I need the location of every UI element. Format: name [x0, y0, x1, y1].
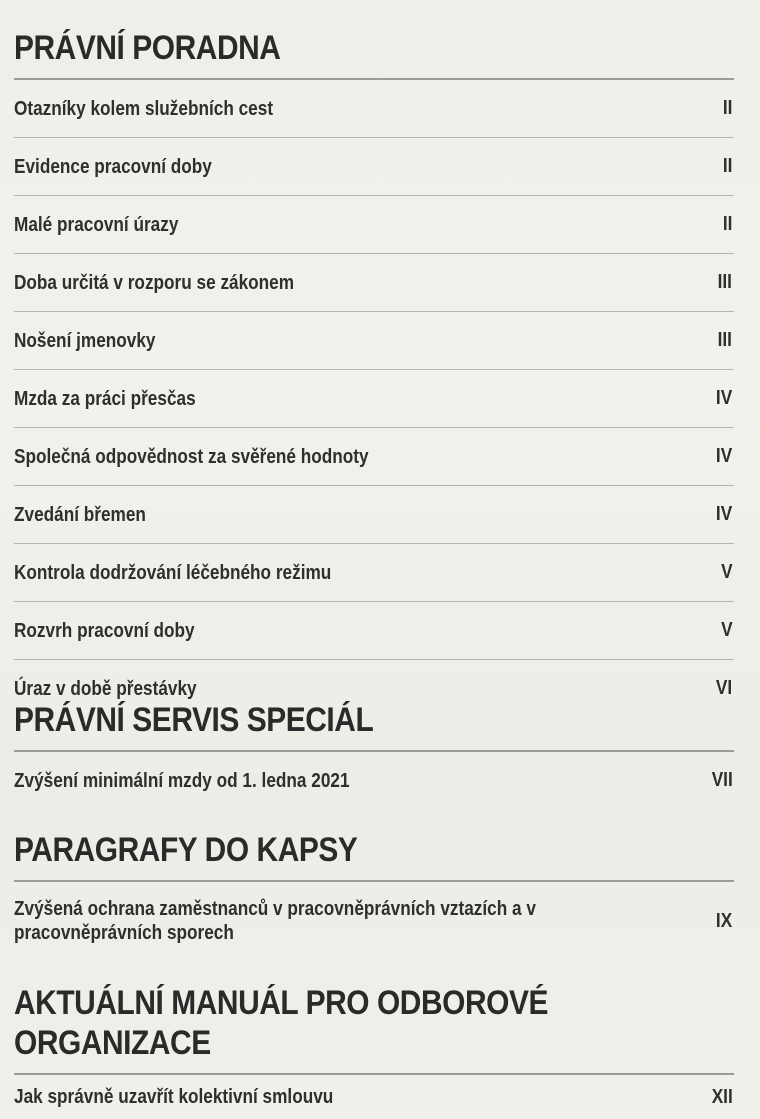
toc-entry[interactable]	[14, 254, 734, 312]
entry-page-number: XII	[711, 1085, 733, 1108]
entry-page-number: III	[717, 329, 733, 351]
toc-entry[interactable]	[14, 544, 734, 602]
section-title: PARAGRAFY DO KAPSY	[14, 831, 358, 869]
entry-title: Evidence pracovní doby	[14, 155, 212, 178]
toc-entry[interactable]	[14, 428, 734, 486]
toc-entry[interactable]	[14, 1075, 734, 1119]
entry-page-number: VII	[711, 769, 733, 791]
entry-list	[14, 752, 734, 809]
entry-page-number: II	[722, 213, 733, 235]
entry-title: Zvýšení minimální mzdy od 1. ledna 2021	[14, 769, 350, 792]
entry-title: Malé pracovní úrazy	[14, 213, 179, 236]
entry-title: Nošení jmenovky	[14, 329, 156, 352]
entry-title: Doba určitá v rozporu se zákonem	[14, 271, 295, 294]
entry-page-number: IV	[716, 445, 733, 467]
toc-entry[interactable]	[14, 602, 734, 660]
entry-title: Mzda za práci přesčas	[14, 387, 196, 410]
toc-entry[interactable]	[14, 196, 734, 254]
entry-list	[14, 1075, 734, 1119]
section-pravni-poradna	[14, 28, 734, 717]
entry-title: Otazníky kolem služebních cest	[14, 97, 274, 120]
entry-title: Rozvrh pracovní doby	[14, 619, 195, 642]
entry-title: Jak správně uzavřít kolektivní smlouvu	[14, 1086, 334, 1108]
entry-page-number: II	[722, 97, 733, 119]
section-title: PRÁVNÍ SERVIS SPECIÁL	[14, 701, 374, 739]
entry-title: Zvedání břemen	[14, 503, 146, 526]
entry-page-number: IV	[716, 503, 733, 525]
entry-page-number: III	[717, 271, 733, 293]
entry-title: Společná odpovědnost za svěřené hodnoty	[14, 445, 369, 468]
section-aktualni-manual	[14, 983, 734, 1119]
section-paragrafy-do-kapsy	[14, 830, 734, 960]
toc-entry[interactable]	[14, 486, 734, 544]
toc-entry[interactable]	[14, 80, 734, 138]
entry-page-number: V	[720, 561, 733, 583]
entry-list	[14, 882, 734, 960]
section-pravni-servis-special	[14, 700, 734, 809]
entry-title: Zvýšená ochrana zaměstnanců v pracovněprávních vztazích a v pracovněprávních sporech	[14, 898, 536, 944]
section-title: AKTUÁLNÍ MANUÁL PRO ODBOROVÉ ORGANIZACE	[14, 984, 549, 1062]
toc-entry[interactable]	[14, 138, 734, 196]
entry-page-number: IX	[716, 909, 733, 932]
entry-page-number: VI	[716, 677, 733, 699]
entry-title: Úraz v době přestávky	[14, 677, 197, 700]
entry-page-number: II	[722, 155, 733, 177]
section-title: PRÁVNÍ PORADNA	[14, 29, 281, 67]
entry-page-number: V	[720, 619, 733, 641]
toc-entry[interactable]	[14, 370, 734, 428]
entry-title: Kontrola dodržování léčebného režimu	[14, 561, 332, 584]
entry-page-number: IV	[716, 387, 733, 409]
toc-entry[interactable]	[14, 882, 734, 960]
toc-entry[interactable]	[14, 312, 734, 370]
toc-entry[interactable]	[14, 752, 734, 809]
entry-list	[14, 80, 734, 717]
